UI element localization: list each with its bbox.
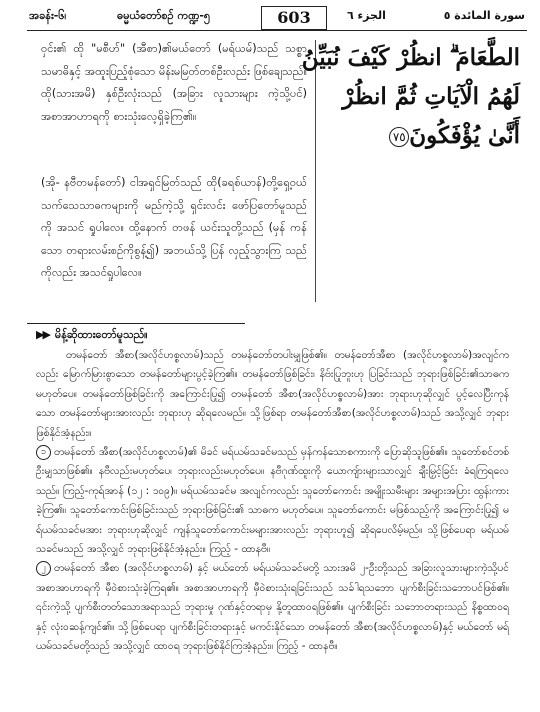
commentary-para-3 <box>36 559 509 656</box>
arabic-line-3: أَنَّىٰ يُؤْفَكُونَ <box>409 122 520 149</box>
commentary-title-text: မိန့်ဆိုထားတော်မူသည်။ <box>54 328 148 341</box>
page-number: 603 <box>261 6 327 30</box>
translation-text-2: (အို- နဗီတမန်တော်) ငါအရှင်မြတ်သည် ထို(ခရစ်ယာန်)တို့ရှေ့ဝယ် သက်သေသာဓကများကို မည်ကဲ့သို့ ရှင်းလင်း ဖော်ပြတော်မူသည်ကို အသင် ရှုပါလေ။ ထို့နောက် တဖန် ယင်းသူတို့သည် (မှန် ကန်သော တရားလမ်းစဉ်ကိုစွန့်၍) အဘယ်သို့ ပြန် လှည့်သွားကြ သည်ကိုလည်း အသင်ရှုပါလေ။ <box>41 176 307 279</box>
footnote-separator <box>27 323 245 324</box>
commentary-body <box>36 346 509 657</box>
translation-text-1: ဝှင်း၏ ထို "မစီဟ်" (အီစာ)၏မယ်တော် (မရ်ယမ်)သည် သစ္စာသမာဓိနှင့် အထူးပြည့်စုံသော မိန်းမမြတ်တစ်ဦးလည်း ဖြစ်ချေသည်။ ထို(သားအမိ) နှစ်ဦးလုံးသည် (အခြား လူသားများ ကဲ့သို့ပင်) အစာအာဟာရကို စားသုံးလေ့ရှိခဲ့ကြ၏။ <box>41 42 307 123</box>
section-label: ဓမ္မယံတော်စဉ် ကဏ္ဍ-၅ <box>117 9 211 22</box>
ayah-number-marker: ٧٥ <box>389 127 409 147</box>
arabic-verse <box>301 38 520 155</box>
sura-label: سورة المائدة ٥ <box>443 9 525 22</box>
arabic-line-3-wrap <box>324 116 520 155</box>
note-number-2: ၂ <box>36 561 51 576</box>
commentary-para-1 <box>36 346 509 443</box>
commentary-text-1: တမန်တော် အီစာ(အလိုင်ဟစ္စလာမ်)သည် တမန်တော်တပါးမျှဖြစ်၏။ တမန်တော်အီစာ (အလိုင်ဟစ္စလာမ်)အလျင်ကလည်း မြောက်မြားစွာသော တမန်တော်များပွင့်ခဲ့ကြ၏။ တမန်တော်ဖြစ်ခြင်း၊ နိဗ်းပြုဘူးဟု ပြခြင်းသည် ဘုရားဖြစ်ခြင်း၏သာဓကမဟုတ်ပေ။ တမန်တော်ဖြစ်ခြင်းကို အကြောင်းပြု၍ တမန်တော် အီစာ(အလိုင်ဟစ္စလာမ်)အား ဘုရားဟုဆိုလျှင် ပွင့်လေပြီးကုန်သော တမန်တော်များအားလည်း ဘုရားဟု ဆိုရလေမည်။ သို့ဖြစ်ရာ တမန်တော်အီစာ(အလိုင်ဟစ္စလာမ်)သည် အသို့လျှင် ဘုရားဖြစ်နိုင်အံ့နည်း။ <box>36 349 509 439</box>
commentary-para-2 <box>36 443 509 559</box>
arabic-line-1: الطَّعَامَ ۗ انظُرْ كَيْفَ نُبَيِّنُ <box>301 44 520 71</box>
commentary-text-3: တမန်တော် အီစာ (အလိုင်ဟစ္စလာမ်) နှင့် မယ်တော် မရ်ယမ်သခင်မတို့ သားအမိ ၂-ဦးတို့သည် အခြားလူသားများကဲ့သို့ပင် အစာအာဟာရကို မှီဝဲစားသုံးခဲ့ကြရ၏။ အစာအာဟာရကို မှီဝဲစားသုံးရခြင်းသည် သခ်ါရသဘော ပျက်စီးခြင်းသဘောပင်ဖြစ်၏။ ၎င်းကဲ့သို့ ပျက်စီးတတ်သောအရာသည် ဘုရားမှု ဂုဏ်နှင့်တရာမှ နို့တူထာဝရဖြစ်၏။ ပျက်စီးခြင်း သဘောတရားသည် နိစ္စထာဝရနှင့် လုံးဝဆန့်ကျင်၏။ သို့ဖြစ်ပေရာ ပျက်စီးခြင်းတရားနှင့် မကင်းနိုင်သော တမန်တော် အီစာ(အလိုင်ဟစ္စလာမ်)နှင့် မယ်တော် မရ်ယမ်သခင်မတို့သည် အသို့လျှင် ထာဝရ ဘုရားဖြစ်နိုင်ကြအံ့နည်း။ ကြည့် - ထာနဗီ။ <box>36 562 509 653</box>
translation-paragraph-1 <box>41 38 307 128</box>
header-rule <box>27 30 527 31</box>
double-arrow-icon: ▶▶ <box>36 328 49 341</box>
note-number-1: ၁ <box>36 445 51 460</box>
commentary-title <box>36 328 148 344</box>
commentary-text-2: တမန်တော် အီစာ(အလိုင်ဟစ္စလာမ်)၏ မိခင် မရ်ယမ်သခင်မသည် မှန်ကန်သောစကားကို ပြောဆိုသူဖြစ်၏။ သူတော်စင်တစ်ဦးမျှသာဖြစ်၏။ နဗီလည်းမဟုတ်ပေ၊ ဘုရားလည်းမဟုတ်ပေ။ နဗီဂုဏ်ထူးကို ယောကျ်ားများသာလျှင် ချီးမြှင့်ခြင်း ခံရကြရလေသည်။ ကြည့်-ကုရ်အာန် (၁၂ : ၁၀၉)။ မရ်ယမ်သခင်မ အလျင်ကလည်း သူတော်ကောင်း အမျိုးသမီးများ အများအပြား ထွန်းကားခဲ့ကြ၏။ သူတော်ကောင်းဖြစ်ခြင်းသည် ဘုရားဖြစ်ခြင်း၏ သာဓက မဟုတ်ပေ။ သူတော်ကောင်း မဖြစ်သည့်ကို အကြောင်းပြု၍ မရ်ယမ်သခင်မအား ဘုရားဟုဆိုလျှင် ကျန်သူတော်ကောင်းမများအားလည်း ဘုရားဟူ၍ ဆိုရပေလိမ့်မည်။ သို့ဖြစ်ပေရာ မရ်ယမ်သခင်မသည် အသို့လျှင် ဘုရားဖြစ်နိုင်အံ့နည်း။ ကြည့် - ထာနဗီ။ <box>36 446 509 556</box>
translation-paragraph-2 <box>41 172 307 285</box>
juz-label: الجزء ٦ <box>347 9 386 22</box>
column-divider <box>315 40 316 302</box>
arabic-line-2: لَهُمُ الْآيَاتِ ثُمَّ انظُرْ <box>342 83 520 110</box>
page-header <box>27 6 527 28</box>
chapter-label: အခန်း-၆၊ <box>29 9 67 22</box>
